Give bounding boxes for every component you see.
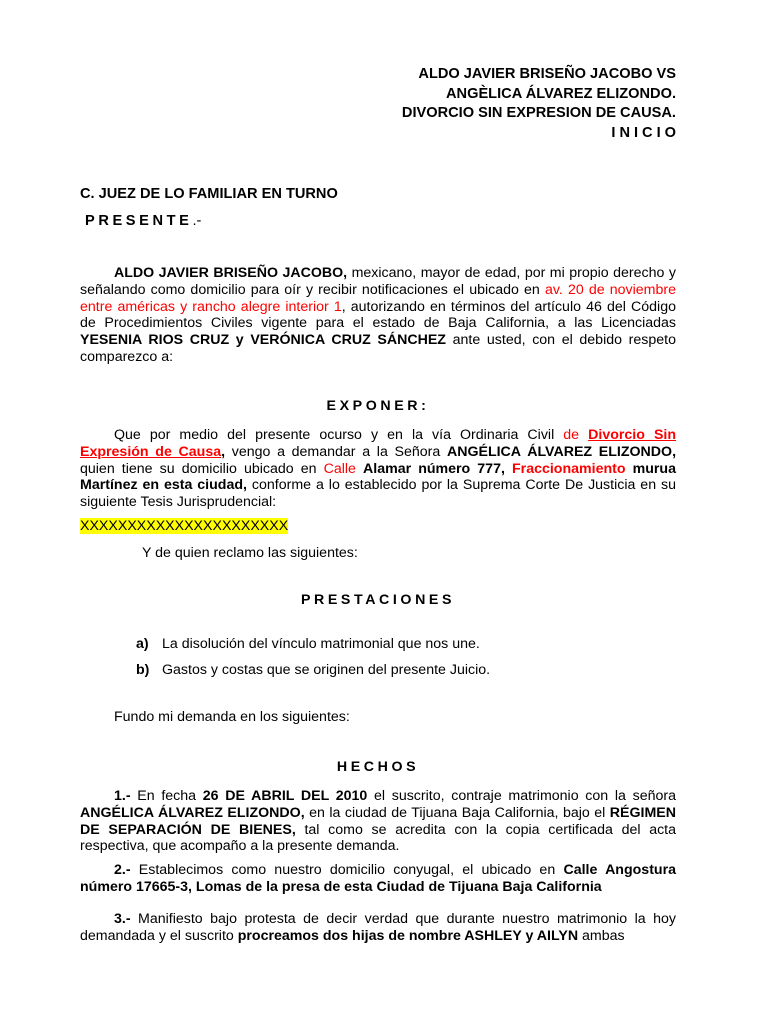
header-inicio: INICIO	[611, 124, 680, 141]
plaintiff-name: ALDO JAVIER BRISEÑO JACOBO,	[114, 265, 348, 281]
hecho-2: 2.- Establecimos como nuestro domicilio conyugal, el ubicado en Calle Angostura número 17665-3, Lomas de la presa de esta Ciudad de Tijuana Baja California	[80, 862, 677, 895]
plaintiff-address: av. 20 de noviembre entre américas y rancho alegre interior 1	[80, 281, 676, 315]
reclamo-text: Y de quien reclamo las siguientes:	[142, 545, 358, 561]
hechos-heading: HECHOS	[336, 759, 420, 775]
addressee-presente	[85, 213, 681, 229]
lawyer-1: YESENIA RIOS CRUZ y	[80, 332, 244, 349]
hecho-3: 3.- Manifiesto bajo protesta de decir verdad que durante nuestro matrimonio la hoy demandada y el suscrito procreamos dos hijas de nombre ASHLEY y AILYN ambas	[80, 911, 676, 944]
header-parties-line: ALDO JAVIER BRISEÑO JACOBO VS	[418, 66, 676, 82]
thesis-placeholder: XXXXXXXXXXXXXXXXXXXXXX	[80, 518, 289, 534]
case-header	[401, 65, 680, 143]
prestaciones-list	[136, 632, 676, 683]
presente-suffix: .-	[192, 213, 202, 229]
divorce-type: Divorcio Sin Expresión de Causa	[80, 427, 677, 460]
intro-paragraph: ALDO JAVIER BRISEÑO JACOBO, mexicano, mayor de edad, por mi propio derecho y señalando como domicilio para oír y recibir notificaciones el ubicado en av. 20 de noviembre entre américas y rancho alegre interior 1, autorizando en términos del artículo 46 del Código de Procedimientos Civiles vigente para el estado de Baja California, a las Licenciadas YESENIA RIOS CRUZ y VERÓNICA CRUZ SÁNCHEZ ante usted, con el debido respeto comparezco a:	[80, 265, 676, 365]
lawyer-2: VERÓNICA CRUZ SÁNCHEZ	[250, 332, 446, 349]
list-item: b) Gastos y costas que se originen del presente Juicio.	[136, 661, 491, 678]
exponer-heading: EXPONER:	[326, 398, 430, 414]
header-case-type-line: DIVORCIO SIN EXPRESION DE CAUSA.	[401, 105, 676, 121]
fundo-text: Fundo mi demanda en los siguientes:	[114, 709, 350, 725]
prestaciones-heading: PRESTACIONES	[300, 592, 456, 608]
exponer-paragraph: Que por medio del presente ocurso y en la vía Ordinaria Civil de Divorcio Sin Expresión de Causa, vengo a demandar a la Señora ANGÉLICA ÁLVAREZ ELIZONDO, quien tiene su domicilio ubicado en Calle Alamar número 777, Fraccionamiento murua Martínez en esta ciudad, conforme a lo establecido por la Suprema Corte De Justicia en su siguiente Tesis Jurisprudencial:	[80, 427, 677, 511]
defendant-name: ANGÉLICA ÁLVAREZ ELIZONDO,	[446, 443, 677, 460]
presente-text: PRESENTE	[85, 213, 193, 229]
header-defendant-line: ANGÈLICA ÁLVAREZ ELIZONDO.	[446, 85, 676, 102]
list-item: a) La disolución del vínculo matrimonial que nos une.	[136, 636, 480, 652]
addressee-judge: C. JUEZ DE LO FAMILIAR EN TURNO	[80, 186, 338, 202]
hecho-1: 1.- En fecha 26 DE ABRIL DEL 2010 el suscrito, contraje matrimonio con la señora ANGÉLICA ÁLVAREZ ELIZONDO, en la ciudad de Tijuana Baja California, bajo el RÉGIMEN DE SEPARACIÓN DE BIENES, tal como se acredita con la copia certificada del acta respectiva, que acompaño a la presente demanda.	[80, 788, 677, 855]
